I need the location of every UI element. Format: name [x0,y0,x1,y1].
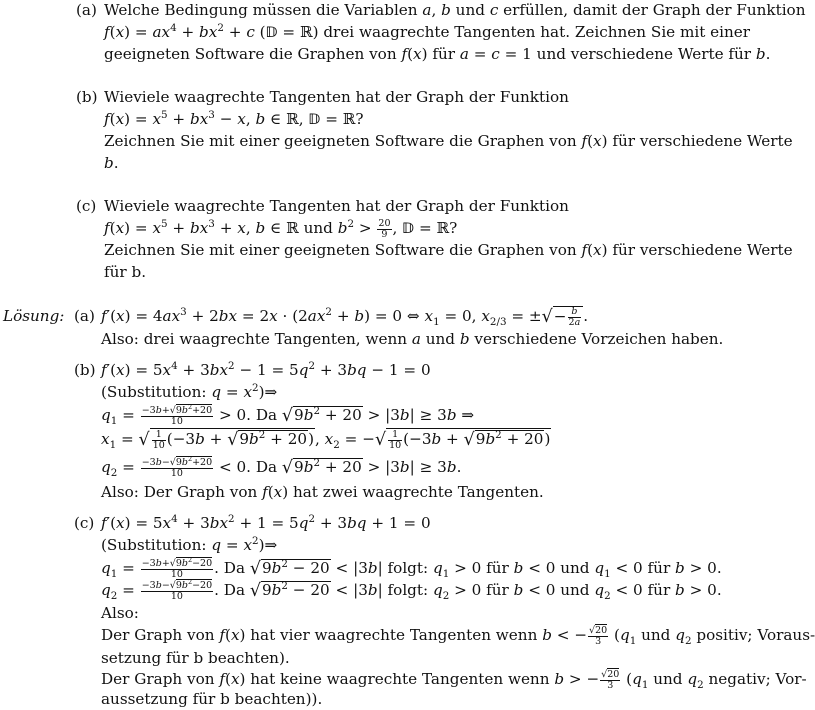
solution-b-line-4: $x_1$ = √ $\frac{1}{10}$ $(-3b + √9b^2 + 20)$, $x_2$ = −√ $\frac{1}{10}$ $(-3b + √9b^2 + 20)$ [101,428,551,452]
solution-b-label: (b) [74,361,96,379]
task-c-label: (c) [76,197,97,215]
solution-c-line-8: Der Graph von f(x) hat keine waagrechte Tangenten wenn b > − $\frac{√20}{3}$ ($q_1$ und $q_2$ negativ; Vor- [101,668,807,692]
task-a-line-1: Welche Bedingung müssen die Variablen a, b und c erfüllen, damit der Graph der Funktion [104,1,806,19]
solution-a-line-1: $f'(x) = 4ax^3 + 2bx = 2x \cdot (2ax^2 + b) = 0$ ⇔ $x_1 = 0$, $x_{2/3}$ = ±√− $\frac{b}{2a}$ . [101,305,589,329]
task-c-line-3: Zeichnen Sie mit einer geeigneten Software die Graphen von f(x) für verschiedene Werte [104,241,793,259]
solution-c-line-4: $q_2$ = $\frac{-3b-√9b^2-20}{10}$ . Da $√9b^2 - 20 < |3b|$ folgt: $q_2 > 0$ für b < 0 und $q_2 < 0$ für b > 0. [101,577,722,603]
task-c-line-1: Wieviele waagrechte Tangenten hat der Graph der Funktion [104,197,569,215]
solution-c-line-2: (Substitution: $q = x^2)\Rightarrow$ [101,534,278,554]
task-b-line-1: Wieviele waagrechte Tangenten hat der Graph der Funktion [104,88,569,106]
task-b-line-4: b. [104,154,119,172]
task-c-line-2: $f(x) = x^5 + bx^3 + x$, b ∈ ℝ und $b^2$ > $\frac{20}{9}$ , 𝔻 = ℝ? [104,217,458,240]
solution-b-line-1: $f'(x) = 5x^4 + 3bx^2 - 1 = 5q^2 + 3bq - 1 = 0$ [101,359,431,379]
solution-a-line-2: Also: drei waagrechte Tangenten, wenn a und b verschiedene Vorzeichen haben. [101,330,724,348]
solution-b-line-3: $q_1$ = $\frac{-3b+√9b^2+20}{10}$ > 0. Da $√9b^2 + 20 > |3b| \ge 3b$ ⇒ [101,402,475,428]
solution-c-line-7: setzung für b beachten). [101,649,290,667]
solution-b-line-5: $q_2$ = $\frac{-3b-√9b^2+20}{10}$ < 0. Da $√9b^2 + 20 > |3b| \ge 3b$. [101,454,462,480]
task-a-line-3: geeigneten Software die Graphen von f(x) für a = c = 1 und verschiedene Werte für b. [104,45,771,63]
solution-c-line-5: Also: [101,604,139,622]
solution-heading: Lösung: [3,307,65,325]
solution-b-line-2: (Substitution: $q = x^2)\Rightarrow$ [101,381,278,401]
task-a-label: (a) [76,1,97,19]
task-b-label: (b) [76,88,98,106]
solution-c-label: (c) [74,514,95,532]
task-b-line-3: Zeichnen Sie mit einer geeigneten Software die Graphen von f(x) für verschiedene Werte [104,132,793,150]
solution-b-line-6: Also: Der Graph von f(x) hat zwei waagrechte Tangenten. [101,483,544,501]
task-b-line-2: $f(x) = x^5 + bx^3 - x$, b ∈ ℝ, 𝔻 = ℝ? [104,108,364,128]
solution-c-line-1: $f'(x) = 5x^4 + 3bx^2 + 1 = 5q^2 + 3bq + 1 = 0$ [101,512,431,532]
task-c-line-4: für b. [104,263,147,281]
solution-c-line-9: aussetzung für b beachten)). [101,690,323,708]
task-a-line-2: $f(x) = ax^4 + bx^2 + c$ (𝔻 = ℝ) drei waagrechte Tangenten hat. Zeichnen Sie mit einer [104,21,751,41]
solution-a-label: (a) [74,307,95,325]
solution-c-line-3: $q_1$ = $\frac{-3b+√9b^2-20}{10}$ . Da $√9b^2 - 20 < |3b|$ folgt: $q_1 > 0$ für b < 0 und $q_1 < 0$ für b > 0. [101,555,722,581]
solution-c-line-6: Der Graph von f(x) hat vier waagrechte Tangenten wenn b < − $\frac{√20}{3}$ ($q_1$ und $q_2$ positiv; Voraus- [101,624,815,648]
